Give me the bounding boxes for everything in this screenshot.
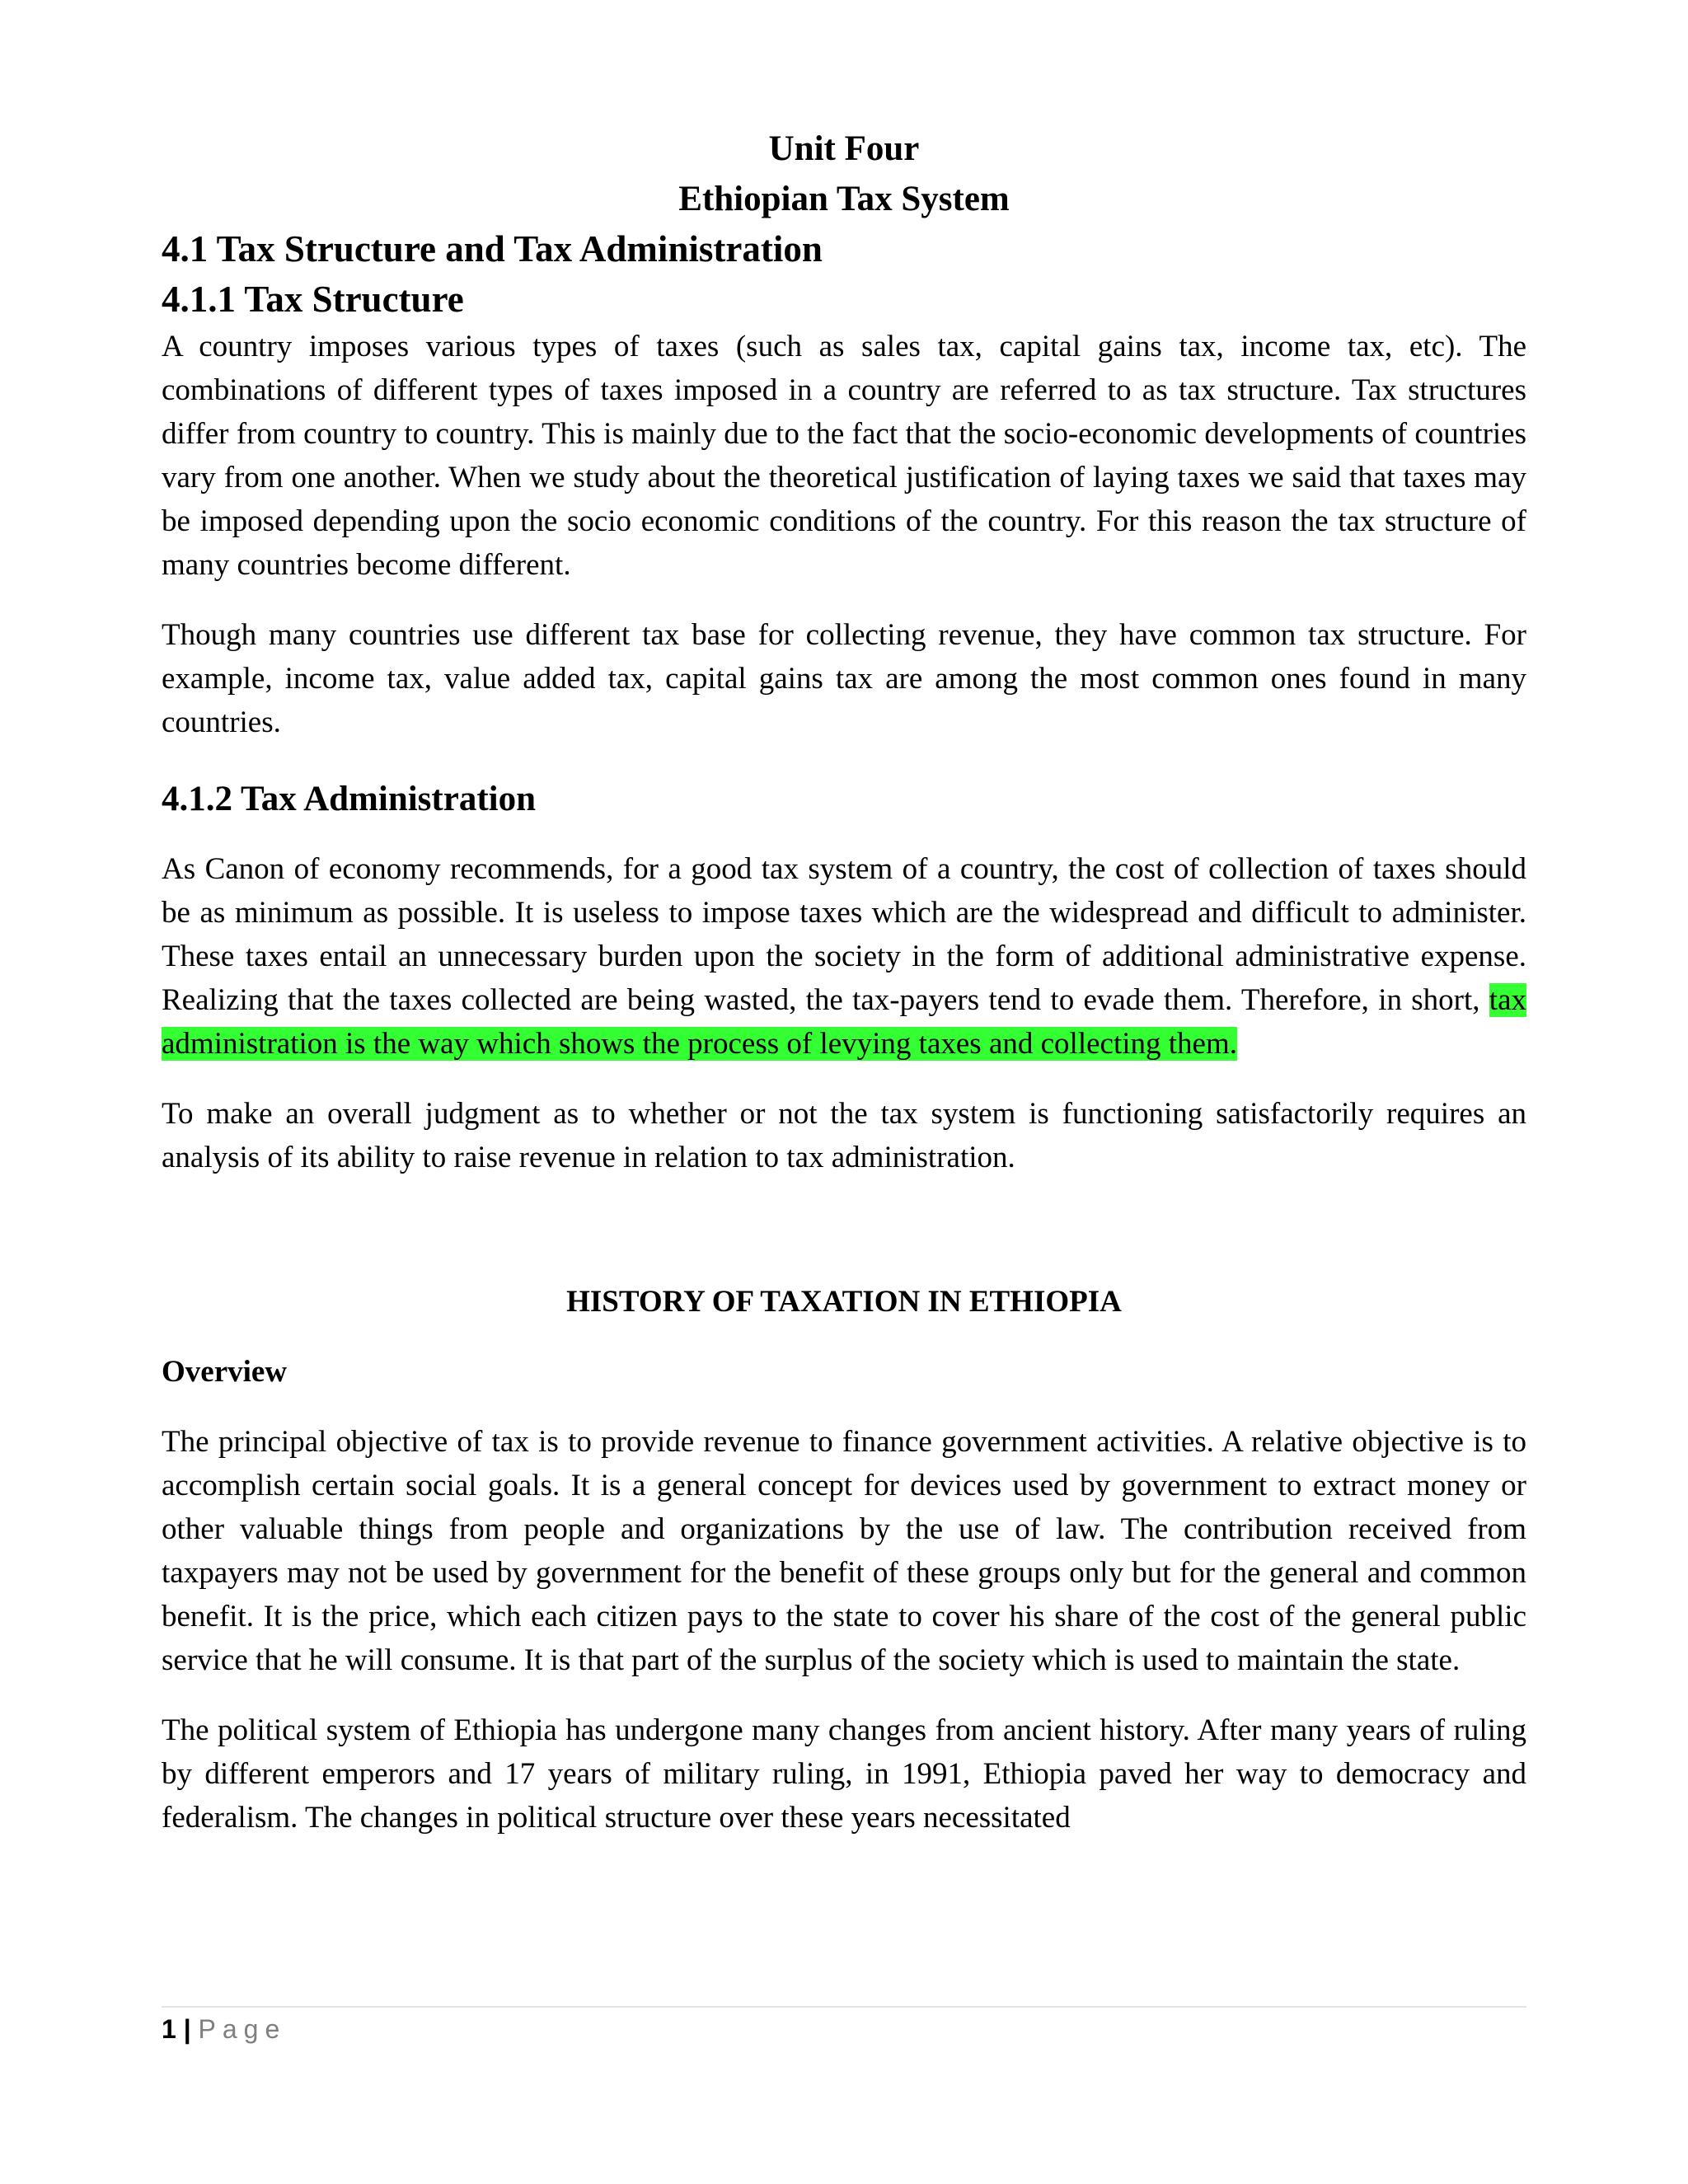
- page-number: 1: [162, 2014, 176, 2044]
- unit-title: Unit Four: [768, 129, 920, 168]
- paragraph-common-structure: Though many countries use different tax base for collecting revenue, they have common tax structure. For example, income tax, value added tax, capital gains tax are among the most common ones found in many countries.: [162, 618, 1526, 739]
- section-heading-4-1-1: 4.1.1 Tax Structure: [162, 279, 464, 320]
- paragraph-overall-judgment: To make an overall judgment as to whether or not the tax system is functioning satisfactorily requires an analysis of its ability to raise revenue in relation to tax administration.: [162, 1097, 1526, 1174]
- footer-separator: |: [183, 2014, 191, 2044]
- paragraph-tax-administration: [162, 847, 1526, 1066]
- highlighted-definition: tax administration is the way which shows the process of levying taxes and collecting them.: [162, 983, 1526, 1061]
- paragraph-tax-structure: A country imposes various types of taxes (such as sales tax, capital gains tax, income tax, etc). The combinations of different types of taxes imposed in a country are referred to as tax structure. Tax structures differ from country to country. This is mainly due to the fact that the socio-economic developments of countries vary from one another. When we study about the theoretical justification of laying taxes we said that taxes may be imposed depending upon the socio economic conditions of the country. For this reason the tax structure of many countries become different.: [162, 330, 1526, 582]
- paragraph-text: As Canon of economy recommends, for a good tax system of a country, the cost of collection of taxes should be as minimum as possible. It is useless to impose taxes which are the widespread and difficult to administer. These taxes entail an unnecessary burden upon the society in the form of additional administrative expense. Realizing that the taxes collected are being wasted, the tax-payers tend to evade them. Therefore, in short,: [162, 852, 1526, 1017]
- footer-divider: [162, 2006, 1526, 2008]
- section-heading-4-1-2: 4.1.2 Tax Administration: [162, 780, 536, 818]
- page-footer: [162, 2011, 286, 2047]
- paragraph-principal-objective: The principal objective of tax is to provide revenue to finance government activities. A relative objective is to accomplish certain social goals. It is a general concept for devices used by government to extract money or other valuable things from people and organizations by the use of law. The contribution received from taxpayers may not be used by government for the benefit of these groups only but for the general and common benefit. It is the price, which each citizen pays to the state to cover his share of the cost of the general public service that he will consume. It is that part of the surplus of the society which is used to maintain the state.: [162, 1425, 1526, 1677]
- document-page: [162, 124, 1526, 1840]
- unit-subtitle: Ethiopian Tax System: [678, 180, 1010, 218]
- page-label: Page: [198, 2014, 287, 2044]
- paragraph-political-system: The political system of Ethiopia has undergone many changes from ancient history. After many years of ruling by different emperors and 17 years of military ruling, in 1991, Ethiopia paved her way to democracy and federalism. The changes in political structure over these years necessitated: [162, 1713, 1526, 1835]
- overview-heading: Overview: [162, 1355, 288, 1389]
- section-heading-4-1: 4.1 Tax Structure and Tax Administration: [162, 228, 823, 269]
- history-heading: HISTORY OF TAXATION IN ETHIOPIA: [566, 1285, 1122, 1319]
